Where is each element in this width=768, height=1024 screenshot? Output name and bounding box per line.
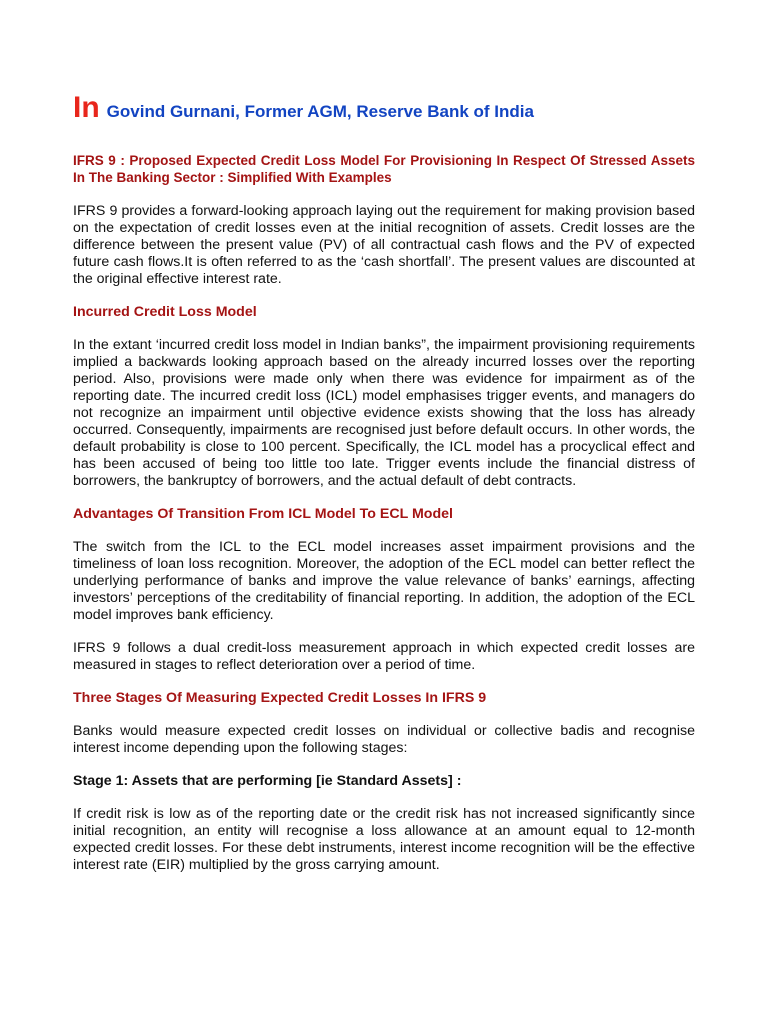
intro-paragraph: IFRS 9 provides a forward-looking approach laying out the requirement for making provision based on the expectation of credit losses even at the initial recognition of assets. Credit losses are the difference between the present value (PV) of all contractual cash flows and the PV of expected future cash flows.It is often referred to as the ‘cash shortfall’. The present values are discounted at the original effective interest rate. bbox=[73, 203, 695, 287]
author-byline: Govind Gurnani, Former AGM, Reserve Bank of India bbox=[106, 102, 534, 121]
section-heading-icl: Incurred Credit Loss Model bbox=[73, 304, 257, 320]
advantages-paragraph-1: The switch from the ICL to the ECL model increases asset impairment provisions and the timeliness of loan loss recognition. Moreover, the adoption of the ECL model can better reflect the underlying performance of banks and improve the value relevance of banks’ earnings, affecting investors’ perceptions of the creditability of financial reporting. In addition, the adoption of the ECL model improves bank efficiency. bbox=[73, 539, 695, 623]
advantages-paragraph-2: IFRS 9 follows a dual credit-loss measurement approach in which expected credit losses are measured in stages to reflect deterioration over a period of time. bbox=[73, 640, 695, 673]
stages-paragraph: Banks would measure expected credit losses on individual or collective badis and recognise interest income depending upon the following stages: bbox=[73, 723, 695, 756]
section-heading-stages: Three Stages Of Measuring Expected Credit Losses In IFRS 9 bbox=[73, 690, 487, 706]
section-heading-advantages: Advantages Of Transition From ICL Model To ECL Model bbox=[73, 506, 453, 522]
document-header bbox=[73, 92, 695, 124]
stage-1-heading: Stage 1: Assets that are performing [ie Standard Assets] : bbox=[73, 773, 462, 789]
stage-1-paragraph: If credit risk is low as of the reporting date or the credit risk has not increased significantly since initial recognition, an entity will recognise a loss allowance at an amount equal to 12-month expected credit losses. For these debt instruments, interest income recognition will be the effective interest rate (EIR) multiplied by the gross carrying amount. bbox=[73, 806, 695, 873]
icl-paragraph: In the extant ‘incurred credit loss model in Indian banks”, the impairment provisioning requirements implied a backwards looking approach based on the already incurred losses over the reporting period. Also, provisions were made only when there was evidence for impairment as of the reporting date. The incurred credit loss (ICL) model emphasises trigger events, and managers do not recognize an impairment until objective evidence exists showing that the loss has already occurred. Consequently, impairments are recognised just before default occurs. In other words, the default probability is close to 100 percent. Specifically, the ICL model has a procyclical effect and has been accused of being too little too late. Trigger events include the financial distress of borrowers, the bankruptcy of borrowers, and the actual default of debt contracts. bbox=[73, 337, 695, 489]
document-title: IFRS 9 : Proposed Expected Credit Loss Model For Provisioning In Respect Of Stressed Assets In The Banking Sector : Simplified With Examples bbox=[73, 153, 695, 185]
brand-logo-text: In bbox=[73, 91, 100, 124]
document-page bbox=[73, 92, 695, 890]
